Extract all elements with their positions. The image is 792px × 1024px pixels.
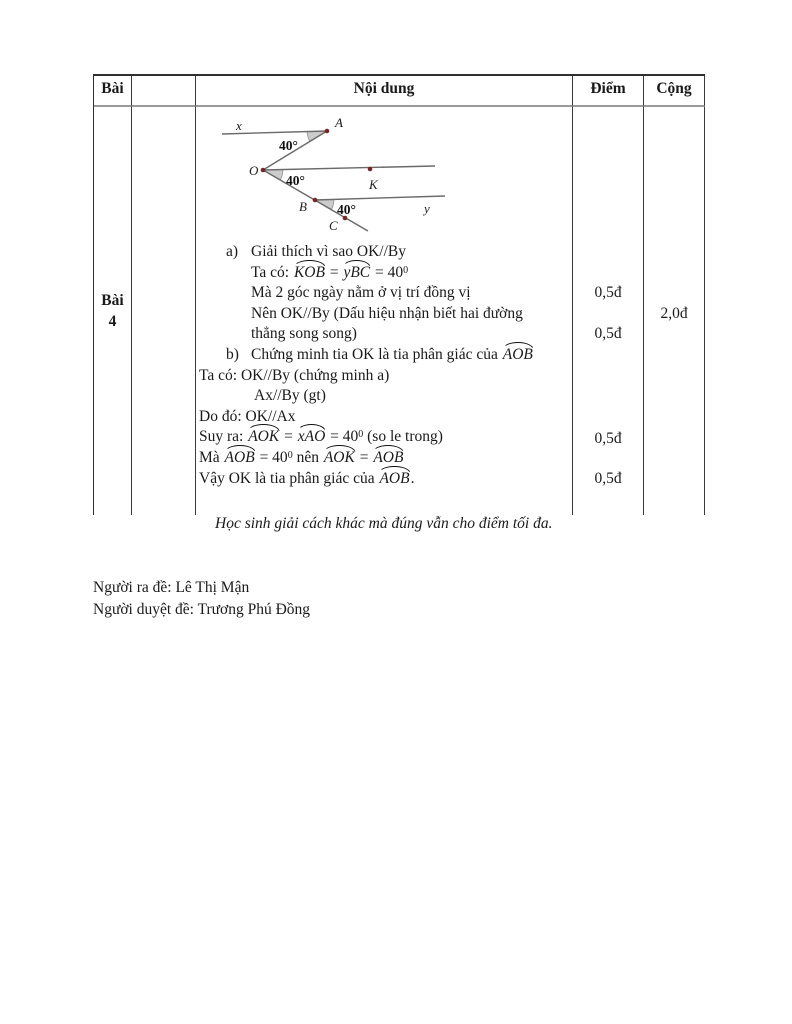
- label-B: B: [299, 199, 307, 214]
- solution-line: [196, 242, 570, 263]
- reviewer-line: Người duyệt đề: Trương Phú Đồng: [93, 601, 311, 618]
- line-OK: [263, 166, 435, 170]
- total-cell: [644, 107, 705, 515]
- header-empty: [132, 76, 196, 107]
- line-text: Do đó: OK//Ax: [199, 407, 296, 425]
- score-mark: 0,5đ: [594, 470, 622, 487]
- line-text: Mà 2 góc ngày nằm ở vị trí đồng vị: [251, 284, 471, 302]
- superscript: 0: [358, 429, 364, 441]
- geometry-figure: [210, 114, 455, 239]
- superscript: 0: [287, 449, 293, 461]
- solution-line: [196, 304, 570, 325]
- line-text: thẳng song song): [251, 325, 357, 343]
- list-marker: b): [226, 345, 239, 363]
- exercise-cell: [94, 107, 132, 515]
- line-text: Giải thích vì sao OK//By: [251, 243, 406, 260]
- header-diem: Điểm: [573, 76, 644, 107]
- grading-table: [93, 74, 705, 515]
- authors-block: [93, 577, 310, 621]
- author-line: Người ra đề: Lê Thị Mận: [93, 579, 250, 596]
- header-cong: Cộng: [644, 76, 705, 107]
- point-A-dot: [325, 129, 330, 134]
- math-angle-hat: yBC: [342, 263, 371, 284]
- solution-line: [196, 263, 570, 284]
- math-angle-hat: AOB: [502, 345, 534, 366]
- math-angle-hat: xAO: [297, 427, 327, 448]
- header-bai: Bài: [94, 76, 132, 107]
- solution-lines: [196, 242, 570, 489]
- point-O-dot: [261, 168, 266, 173]
- line-text: Ax//By (gt): [254, 387, 326, 405]
- score-mark: 0,5đ: [594, 430, 622, 447]
- geometry-figure-svg: [210, 114, 455, 239]
- label-A: A: [335, 115, 343, 130]
- solution-line: [196, 448, 570, 469]
- line-text: Chứng minh tia OK là tia phân giác của AOB: [251, 345, 534, 366]
- label-K: K: [369, 177, 378, 192]
- angle-wedge-at-B: [315, 199, 334, 209]
- angle-label-at-A: 40°: [279, 138, 298, 153]
- empty-cell: [132, 107, 196, 515]
- line-text: Suy ra: AOK = xAO = $40^0$ (so le trong): [199, 428, 443, 445]
- line-By: [315, 196, 445, 200]
- score-mark: 0,5đ: [594, 325, 622, 342]
- line-text: Ta có: KOB = yBC = $40^0$: [251, 264, 408, 281]
- point-B-dot: [313, 198, 318, 203]
- superscript: 0: [403, 264, 409, 276]
- solution-line: [196, 283, 570, 304]
- header-noidung: Nội dung: [196, 76, 573, 107]
- math-angle-hat: AOB: [372, 448, 404, 469]
- math-angle-hat: AOK: [323, 448, 356, 469]
- solution-line: [196, 469, 570, 490]
- list-marker: a): [226, 243, 239, 260]
- figure-lines: [222, 131, 445, 231]
- label-x: x: [236, 118, 242, 133]
- math-angle-hat: AOB: [224, 448, 256, 469]
- math-angle-hat: AOB: [378, 469, 410, 490]
- label-C: C: [329, 218, 338, 233]
- exercise-number: 4: [108, 313, 117, 330]
- exercise-label: Bài: [101, 292, 124, 309]
- score-cell: [573, 107, 644, 515]
- math-angle-hat: AOK: [247, 427, 280, 448]
- grading-note: Học sinh giải cách khác mà đúng vẫn cho điểm tối đa.: [215, 515, 553, 532]
- line-text: Vậy OK là tia phân giác của AOB.: [199, 470, 414, 487]
- point-K-dot: [368, 167, 373, 172]
- angle-label-at-B: 40°: [337, 202, 356, 217]
- solution-line: [196, 345, 570, 366]
- angle-label-at-O: 40°: [286, 173, 305, 188]
- label-y: y: [424, 201, 430, 216]
- line-text: Ta có: OK//By (chứng minh a): [199, 366, 390, 384]
- solution-line: [196, 366, 570, 387]
- solution-cell: [196, 107, 573, 515]
- score-mark: 0,5đ: [594, 284, 622, 301]
- line-text: Mà AOB = $40^0$ nên AOK = AOB: [199, 449, 404, 466]
- solution-line: [196, 407, 570, 428]
- math-angle-hat: KOB: [293, 263, 326, 284]
- solution-line: [196, 386, 570, 407]
- line-text: Nên OK//By (Dấu hiệu nhận biết hai đường: [251, 304, 523, 322]
- label-O: O: [249, 163, 259, 178]
- total-score: 2,0đ: [660, 305, 688, 322]
